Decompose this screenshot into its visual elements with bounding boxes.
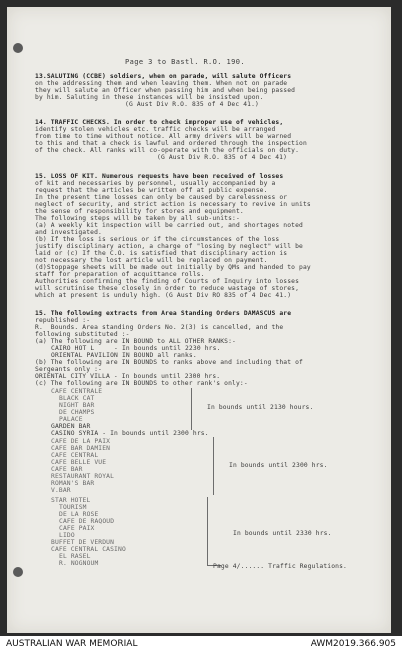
doc-line: and investigated. bbox=[35, 229, 102, 236]
doc-line: R. Bounds. Area standing Orders No. 2(3) is cancelled, and the bbox=[35, 324, 284, 331]
archive-footer bbox=[0, 636, 402, 653]
venue-item: CAFE BELLE VUE bbox=[51, 459, 107, 466]
doc-line: they will salute an Officer when passing him and when being passed bbox=[35, 87, 296, 94]
doc-line: Authorities confirming the finding of Courts of Inquiry into losses bbox=[35, 278, 300, 285]
document-page bbox=[7, 7, 391, 633]
doc-line: following substituted :- bbox=[35, 331, 130, 338]
doc-line: of the check. All ranks will co-operate with the officials on duty. bbox=[35, 147, 300, 154]
doc-line: (b) The following are IN BOUNDS to ranks above and including that of bbox=[35, 359, 303, 366]
doc-line: 13.SALUTING (CCBE) soldiers, when on parade, will salute Officers bbox=[35, 73, 292, 80]
doc-line: Sergeants only :- bbox=[35, 366, 102, 373]
venue-item: NIGHT BAR bbox=[59, 402, 95, 409]
venue-item: DE LA ROSE bbox=[59, 511, 99, 518]
venue-item: DE CHAMPS bbox=[59, 409, 95, 416]
doc-line: will scrutinise these closely in order to reduce wastage of stores, bbox=[35, 285, 300, 292]
doc-line: (a) A weekly kit inspection will be carried out, and shortages noted bbox=[35, 222, 303, 229]
venue-item: CASINO SYRIA - In bounds until 2300 hrs. bbox=[51, 430, 209, 437]
venue-item: ROMAN'S BAR bbox=[51, 480, 95, 487]
doc-line: ORIENTAL CITY VILLA - In bounds until 2300 hrs. bbox=[35, 373, 221, 380]
bounds-note: In bounds until 2330 hrs. bbox=[233, 530, 332, 537]
venue-item: CAFE CENTRAL CASINO bbox=[51, 546, 126, 553]
bounds-note: In bounds until 2130 hours. bbox=[207, 404, 314, 411]
venue-item: R. NOGNOUM bbox=[59, 560, 99, 567]
doc-line: from time to time without notice. All army drivers will be warned bbox=[35, 133, 292, 140]
doc-line: (b) If the loss is serious or if the circumstances of the loss bbox=[35, 236, 280, 243]
venue-item: CAFE DE LA PAIX bbox=[51, 438, 111, 445]
doc-line: which at present is unduly high. (G Aust Div RO 835 of 4 Dec 41.) bbox=[35, 292, 292, 299]
page-header: Page 3 to Bastl. R.O. 190. bbox=[125, 58, 245, 66]
doc-line: (a) The following are IN BOUND to ALL OTHER RANKS:- bbox=[35, 338, 236, 345]
venue-item: CAFE CENTRAL bbox=[51, 452, 99, 459]
venue-item: CAFE BAR DAMIEN bbox=[51, 445, 111, 452]
doc-line: identify stolen vehicles etc. traffic checks will be arranged bbox=[35, 126, 276, 133]
doc-line: 14. TRAFFIC CHECKS. In order to check improper use of vehicles, bbox=[35, 119, 284, 126]
venue-item: BUFFET DE VERDUN bbox=[51, 539, 115, 546]
doc-line: republished :- bbox=[35, 317, 91, 324]
venue-item: TOURISM bbox=[59, 504, 87, 511]
bounds-note: In bounds until 2300 hrs. bbox=[229, 462, 328, 469]
page-continuation: Page 4/...... Traffic Regulations. bbox=[213, 563, 347, 570]
doc-line: laid or (c) If the C.O. is satisfied that disciplinary action is bbox=[35, 250, 288, 257]
doc-line: ORIENTAL PAVILION IN BOUND all ranks. bbox=[51, 352, 197, 359]
doc-line: to this and that a check is lawful and ordered through the inspection bbox=[35, 140, 307, 147]
punch-hole bbox=[13, 567, 23, 577]
archive-name: AUSTRALIAN WAR MEMORIAL bbox=[6, 639, 138, 649]
venue-item: STAR HOTEL bbox=[51, 497, 91, 504]
venue-item: CAFE BAR bbox=[51, 466, 83, 473]
venue-item: RESTAURANT ROYAL bbox=[51, 473, 115, 480]
doc-line: The following steps will be taken by all sub-units:- bbox=[35, 215, 240, 222]
doc-line: by him. Saluting in these instances will be insisted upon. bbox=[35, 94, 264, 101]
doc-line: justify disciplinary action, a charge of "losing by neglect" will be bbox=[35, 243, 303, 250]
venue-item: CAFE CENTRALE bbox=[51, 388, 103, 395]
venue-item: V.BAR bbox=[51, 487, 71, 494]
doc-line: (G Aust Div R.O. 835 of 4 Dec 41.) bbox=[125, 101, 259, 108]
doc-line: (d)Stoppage sheets will be made out initially by QMs and handed to pay bbox=[35, 264, 311, 271]
venue-item: PALACE bbox=[59, 416, 83, 423]
punch-hole bbox=[13, 43, 23, 53]
doc-line: CAIRO HOT L - In bounds until 2230 hrs. bbox=[51, 345, 221, 352]
venue-item: LIDO bbox=[59, 532, 75, 539]
doc-line: the sense of responsibility for stores and equipment. bbox=[35, 208, 244, 215]
doc-line: request that the articles be written off at public expense. bbox=[35, 187, 268, 194]
doc-line: (G Aust Div R.O. 835 of 4 Dec 41) bbox=[157, 154, 288, 161]
doc-line: of kit and necessaries by personnel, usually accompanied by a bbox=[35, 180, 276, 187]
doc-line: staff for preparation of acquittance rolls. bbox=[35, 271, 205, 278]
venue-item: CAFE DE RAQOUD bbox=[59, 518, 115, 525]
venue-item: GARDEN BAR bbox=[51, 423, 91, 430]
doc-line: not necessary the lost article will be replaced on payment. bbox=[35, 257, 268, 264]
bracket-line bbox=[213, 437, 214, 495]
doc-line: (c) The following are IN BOUNDS to other rank's only:- bbox=[35, 380, 248, 387]
venue-item: CAFE PAIX bbox=[59, 525, 95, 532]
doc-line: on the addressing them and when leaving them. When not on parade bbox=[35, 80, 288, 87]
bracket-line bbox=[207, 497, 208, 565]
doc-line: 15. LOSS OF KIT. Numerous requests have been received of losses bbox=[35, 173, 284, 180]
doc-line: neglect of security, and strict action is necessary to revive in units bbox=[35, 201, 311, 208]
bracket-line bbox=[191, 388, 192, 430]
archive-reference: AWM2019.366.905 bbox=[310, 639, 396, 649]
doc-line: In the present time losses can only be caused by carelessness or bbox=[35, 194, 288, 201]
doc-line: 15. The following extracts from Area Standing Orders DAMASCUS are bbox=[35, 310, 292, 317]
venue-item: EL RASEL bbox=[59, 553, 91, 560]
venue-item: BLACK CAT bbox=[59, 395, 95, 402]
